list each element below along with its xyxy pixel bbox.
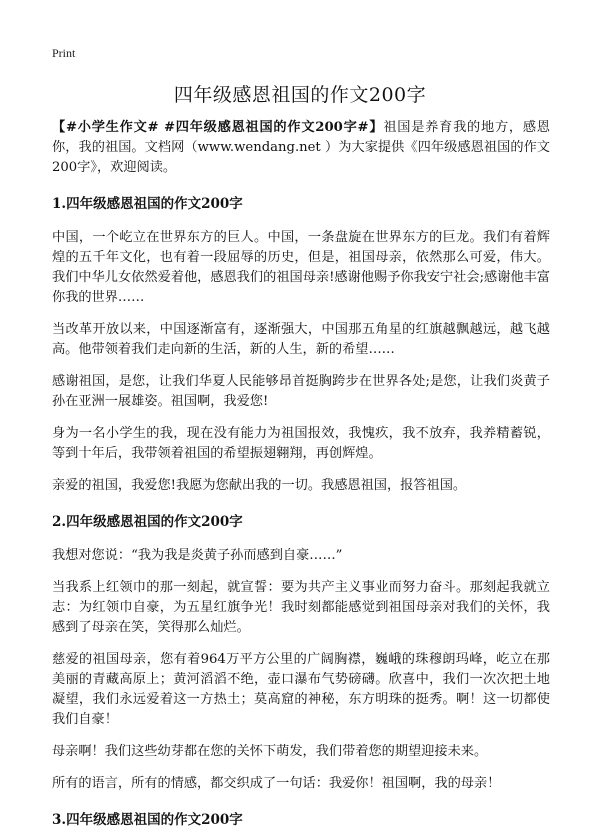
intro-text: 祖国是养育我的地方，感恩你，我的祖国。文档网（www.wendang.net ）为大家提供《四年级感恩祖国的作文200字》，欢迎阅读。 bbox=[52, 120, 550, 175]
section-2-paragraph-3: 慈爱的祖国母亲，您有着964万平方公里的广阔胸襟，巍峨的珠穆朗玛峰，屹立在那美丽的青藏高原上；黄河滔滔不绝，壶口瀑布气势磅礴。欣喜中，我们一次次把土地凝望，我们永远爱着这一方热土；莫高窟的神秘，东方明珠的挺秀。啊！这一切都使我们自豪！ bbox=[52, 652, 550, 727]
intro-paragraph bbox=[52, 118, 550, 178]
section-2-paragraph-1: 我想对您说：“我为我是炎黄子孙而感到自豪……” bbox=[52, 548, 343, 563]
section-1-paragraph-5: 亲爱的祖国，我爱您!我愿为您献出我的一切。我感恩祖国，报答祖国。 bbox=[52, 478, 467, 493]
page-title: 四年级感恩祖国的作文200字 bbox=[173, 84, 427, 106]
section-1-paragraph-4: 身为一名小学生的我，现在没有能力为祖国报效，我愧疚，我不放弃，我养精蓄锐，等到十年后，我带领着祖国的希望振翅翱翔，再创辉煌。 bbox=[52, 426, 550, 461]
section-1-paragraph-3: 感谢祖国，是您，让我们华夏人民能够昂首挺胸跨步在世界各处;是您，让我们炎黄子孙在亚洲一展雄姿。祖国啊，我爱您! bbox=[52, 374, 550, 409]
section-1-paragraph-1: 中国，一个屹立在世界东方的巨人。中国，一条盘旋在世界东方的巨龙。我们有着辉煌的五千年文化，也有着一段屈辱的历史，但是，祖国母亲，依然那么可爱，伟大。我们中华儿女依然爱着他，感恩我们的祖国母亲!感谢他赐予你我安宁社会;感谢他丰富你我的世界…… bbox=[52, 230, 550, 305]
section-2-heading: 2.四年级感恩祖国的作文200字 bbox=[52, 514, 243, 530]
section-1-heading: 1.四年级感恩祖国的作文200字 bbox=[52, 196, 243, 212]
section-2-paragraph-2: 当我系上红领巾的那一刻起，就宣誓：要为共产主义事业而努力奋斗。那刻起我就立志：为红领巾自豪，为五星红旗争光！我时刻都能感觉到祖国母亲对我们的关怀，我感到了母亲在笑，笑得那么灿烂。 bbox=[52, 580, 550, 635]
section-3-heading: 3.四年级感恩祖国的作文200字 bbox=[52, 812, 243, 828]
print-link[interactable]: Print bbox=[52, 46, 76, 60]
article-body bbox=[52, 118, 550, 828]
intro-tag: 【#小学生作文# #四年级感恩祖国的作文200字#】 bbox=[52, 120, 384, 135]
section-1-paragraph-2: 当改革开放以来，中国逐渐富有，逐渐强大，中国那五角星的红旗越飘越远，越飞越高。他带领着我们走向新的生活，新的人生，新的希望…… bbox=[52, 322, 550, 357]
section-2-paragraph-5: 所有的语言，所有的情感，都交织成了一句话：我爱你！祖国啊，我的母亲！ bbox=[52, 776, 501, 791]
section-2-paragraph-4: 母亲啊！我们这些幼芽都在您的关怀下萌发，我们带着您的期望迎接未来。 bbox=[52, 744, 488, 759]
